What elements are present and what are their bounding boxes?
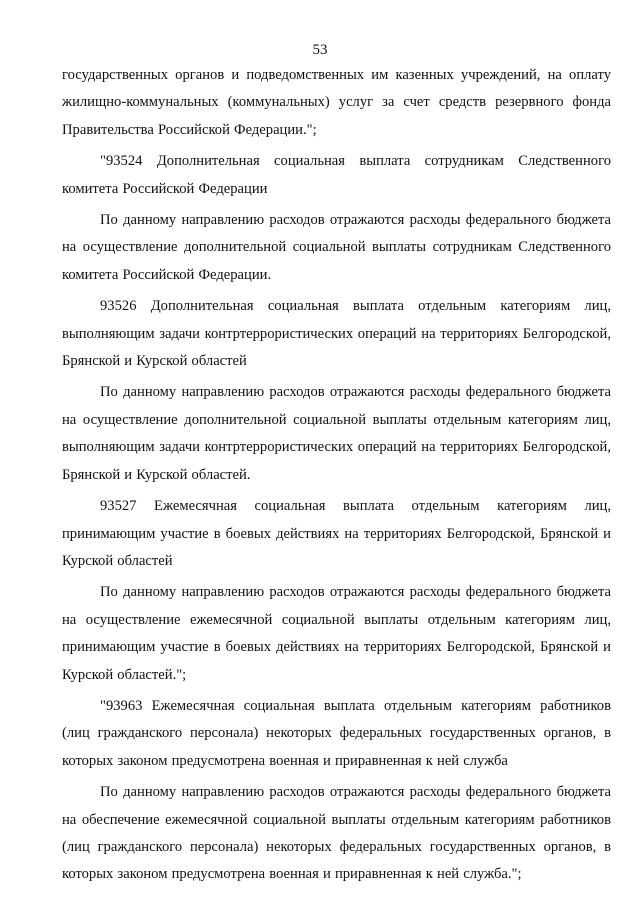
paragraph-93527-heading: 93527 Ежемесячная социальная выплата отдельным категориям лиц, принимающим участие в боевых действиях на территориях Белгородской, Брянской и Курской областей — [62, 498, 611, 569]
paragraph-continuation: государственных органов и подведомственных им казенных учреждений, на оплату жилищно-коммунальных (коммунальных) услуг за счет средств резервного фонда Правительства Российской Федерации."; — [62, 67, 611, 138]
paragraph-93963-heading: "93963 Ежемесячная социальная выплата отдельным категориям работников (лиц гражданского персонала) некоторых федеральных государственных органов, в которых законом предусмотрена военная и приравненная к ней служба — [62, 697, 611, 769]
paragraph-93526-description: По данному направлению расходов отражаются расходы федерального бюджета на осуществление дополнительной социальной выплаты отдельным категориям лиц, выполняющим задачи контртеррористических операций на территориях Белгородской, Брянской и Курской областей. — [62, 384, 611, 483]
paragraph-93526-heading: 93526 Дополнительная социальная выплата отдельным категориям лиц, выполняющим задачи контртеррористических операций на территориях Белгородской, Брянской и Курской областей — [62, 298, 611, 370]
paragraph-93527-description: По данному направлению расходов отражаются расходы федерального бюджета на осуществление ежемесячной социальной выплаты отдельным категориям лиц, принимающим участие в боевых действиях на территориях Белгородской, Брянской и Курской областей."; — [62, 584, 611, 683]
page-number: 53 — [312, 42, 328, 58]
paragraph-93524-heading: "93524 Дополнительная социальная выплата сотрудникам Следственного комитета Российской Федерации — [62, 153, 611, 197]
document-body — [62, 62, 611, 893]
paragraph-93963-description: По данному направлению расходов отражаются расходы федерального бюджета на обеспечение ежемесячной социальной выплаты отдельным категориям работников (лиц гражданского персонала) некоторых федеральных государственных органов, в которых законом предусмотрена военная и приравненная к ней служба."; — [62, 784, 611, 883]
paragraph-93524-description: По данному направлению расходов отражаются расходы федерального бюджета на осуществление дополнительной социальной выплаты сотрудникам Следственного комитета Российской Федерации. — [62, 212, 611, 283]
